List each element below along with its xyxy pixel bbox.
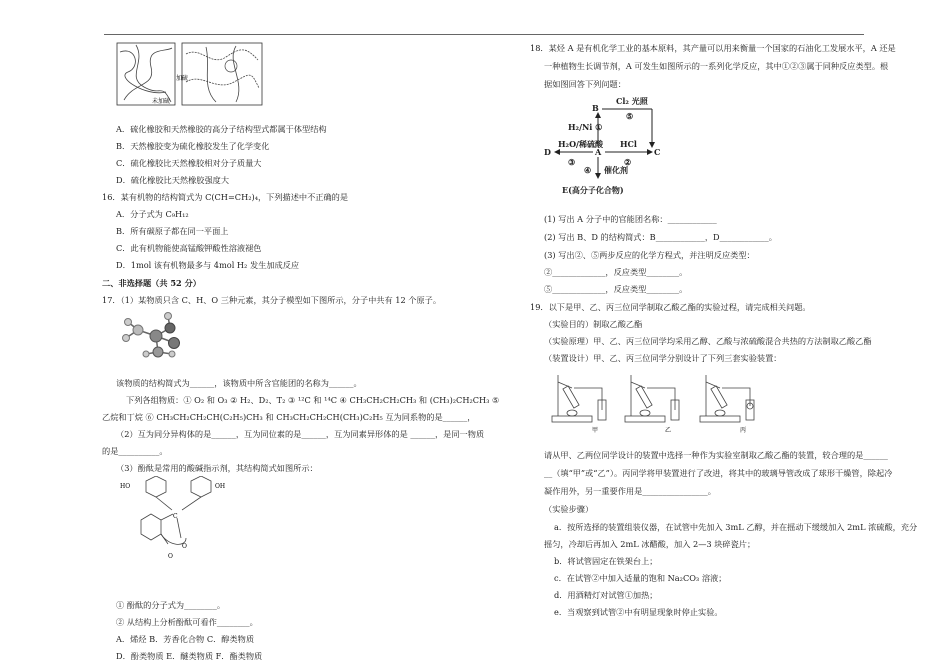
q19-step-b: b．将试管固定在铁架台上； xyxy=(554,556,658,566)
label-cl2-light: Cl₂ 光照 xyxy=(616,96,648,106)
q19-purpose: （实验目的）制取乙酸乙酯 xyxy=(544,319,643,329)
q19-choose-line2: __（填“甲”或“乙”）。丙同学将甲装置进行了改进，将其中的玻璃导管改成了球形干燥管，除起冷 xyxy=(544,468,893,478)
node-b: B xyxy=(592,103,599,113)
carbonyl-oxygen: O xyxy=(168,553,173,560)
q19-stem: 19．以下是甲、乙、丙三位同学制取乙酸乙酯的实验过程，请完成相关问题。 xyxy=(530,302,811,312)
phenolphthalein-structure xyxy=(116,476,236,586)
label-catalyst: 催化剂 xyxy=(604,165,628,175)
q17-options-def: D．酚类物质 E．醚类物质 F．酯类物质 xyxy=(116,651,263,661)
q19-step-c: c．在试管②中加入适量的饱和 Na₂CO₃ 溶液； xyxy=(554,573,727,583)
label-unvulcanized: 未加硫 xyxy=(152,98,171,105)
node-c: C xyxy=(654,147,661,157)
q18-a1: (1) 写出 A 分子中的官能团名称：____________ xyxy=(544,214,717,224)
q15-option-d: D．硫化橡胶比天然橡胶强度大 xyxy=(116,175,230,185)
q19-principle: （实验原理）甲、乙、丙三位同学均采用乙醇、乙酸与浓硫酸混合共热的方法制取乙酸乙酯 xyxy=(544,336,872,346)
q18-stem-line3: 据如图回答下列问题： xyxy=(544,79,626,89)
q16-stem: 16．某有机物的结构简式为 C(CH=CH₂)₄，下列描述中不正确的是 xyxy=(102,192,349,202)
q19-step-e: e．当观察到试管②中有明显现象时停止实验。 xyxy=(554,607,723,617)
q15-option-c: C．硫化橡胶比天然橡胶相对分子质量大 xyxy=(116,158,262,168)
apparatus-label-jia: 甲 xyxy=(592,427,599,434)
q16-option-c: C．此有机物能使高锰酸钾酸性溶液褪色 xyxy=(116,243,262,253)
node-a: A xyxy=(595,147,602,157)
ring-oxygen: O xyxy=(182,543,187,550)
q17-sub1: ① 酚酞的分子式为________。 xyxy=(116,600,226,610)
q19-choose-line3: 凝作用外，另一重要作用是________________。 xyxy=(544,486,716,496)
label-h2-ni: H₂/Ni ① xyxy=(568,122,603,132)
q17-sub2: ② 从结构上分析酚酞可看作________。 xyxy=(116,617,258,627)
q18-a2: (2) 写出 B、D 的结构简式：B____________，D____________。 xyxy=(544,232,777,242)
apparatus-label-bing: 丙 xyxy=(740,427,747,434)
node-e: E(高分子化合物) xyxy=(562,185,624,195)
reaction-scheme xyxy=(542,94,692,202)
q16-option-b: B．所有碳原子都在同一平面上 xyxy=(116,226,229,236)
label-step5: ⑤ xyxy=(626,111,634,121)
label-step2: ② xyxy=(624,157,632,167)
apparatus-label-yi: 乙 xyxy=(665,427,672,434)
label-hcl: HCl xyxy=(620,139,637,149)
q15-option-a: A．硫化橡胶和天然橡胶的高分子结构型式都属于体型结构 xyxy=(116,124,327,134)
q16-option-d: D．1mol 该有机物最多与 4mol H₂ 发生加成反应 xyxy=(116,260,300,270)
q19-step-d: d．用酒精灯对试管①加热； xyxy=(554,590,658,600)
oh-group: OH xyxy=(215,483,226,490)
q19-choose-line1: 请从甲、乙两位同学设计的装置中选择一种作为实验室制取乙酸乙酯的装置，较合理的是______ xyxy=(544,450,888,460)
molecule-model-figure xyxy=(116,308,196,366)
q18-a3: (3) 写出②、⑤两步反应的化学方程式，并注明反应类型： xyxy=(544,250,755,260)
q19-design: （装置设计）甲、乙、丙三位同学分别设计了下列三套实验装置： xyxy=(544,353,782,363)
q17-line3: 乙烷和丁烷 ⑥ CH₃CH₂CH₂CH(C₂H₅)CH₃ 和 CH₃CH₂CH₂CH(CH₃)C₂H₅ 互为同系物的是______， xyxy=(102,412,476,422)
q18-stem-line2: 一种植物生长调节剂，A 可发生如图所示的一系列化学反应，其中①②③属于同种反应类型。根 xyxy=(544,61,889,71)
q18-stem-line1: 18．某烃 A 是有机化学工业的基本原料，其产量可以用来衡量一个国家的石油化工发展水平，A 还是 xyxy=(530,43,896,53)
q17-options-abc: A．烯烃 B．芳香化合物 C．醇类物质 xyxy=(116,634,255,644)
ho-group: HO xyxy=(120,483,131,490)
label-h2o: H₂O/稀硫酸 xyxy=(558,139,603,149)
label-step4: ④ xyxy=(584,165,592,175)
section-heading: 二、非选择题（共 52 分） xyxy=(102,278,201,288)
apparatus-figure xyxy=(550,370,770,434)
q19-step-a-line2: 摇匀，冷却后再加入 2mL 冰醋酸，加入 2—3 块碎瓷片； xyxy=(544,539,756,549)
node-d: D xyxy=(544,147,551,157)
q19-steps-heading: （实验步骤） xyxy=(544,504,594,514)
q19-step-a-line1: a．按所选择的装置组装仪器，在试管中先加入 3mL 乙醇，并在摇动下缓缓加入 2mL 浓硫酸，充分 xyxy=(554,522,918,532)
q17-line1: 该物质的结构简式为______，该物质中所含官能团的名称为______。 xyxy=(116,378,362,388)
central-carbon: C xyxy=(173,513,178,520)
q15-option-b: B．天然橡胶变为硫化橡胶发生了化学变化 xyxy=(116,141,270,151)
q18-a5: ⑤_____________，反应类型________。 xyxy=(544,284,688,294)
q17-line4: （2）互为同分异构体的是______，互为同位素的是______，互为同素异形体的是 ______，是同一物质 xyxy=(116,429,485,439)
q17-line6: （3）酚酞是常用的酸碱指示剂，其结构简式如图所示： xyxy=(116,463,318,473)
label-vulcanized: 加硫 xyxy=(176,75,189,82)
q18-a4: ②_____________，反应类型________。 xyxy=(544,267,688,277)
header-rule xyxy=(104,34,864,35)
q17-stem: 17．（1）某物质只含 C、H、O 三种元素，其分子模型如下图所示，分子中共有 12 个原子。 xyxy=(102,295,442,305)
q17-line2: 下列各组物质：① O₂ 和 O₃ ② H₂、D₂、T₂ ③ ¹²C 和 ¹⁴C ④ CH₃CH₂CH₂CH₃ 和 (CH₃)₂CH₂CH₃ ⑤ xyxy=(126,395,500,405)
rubber-structure-figure xyxy=(116,42,276,106)
q17-line5: 的是__________。 xyxy=(102,446,168,456)
label-step3: ③ xyxy=(568,157,576,167)
q16-option-a: A．分子式为 C₉H₁₂ xyxy=(116,209,189,219)
